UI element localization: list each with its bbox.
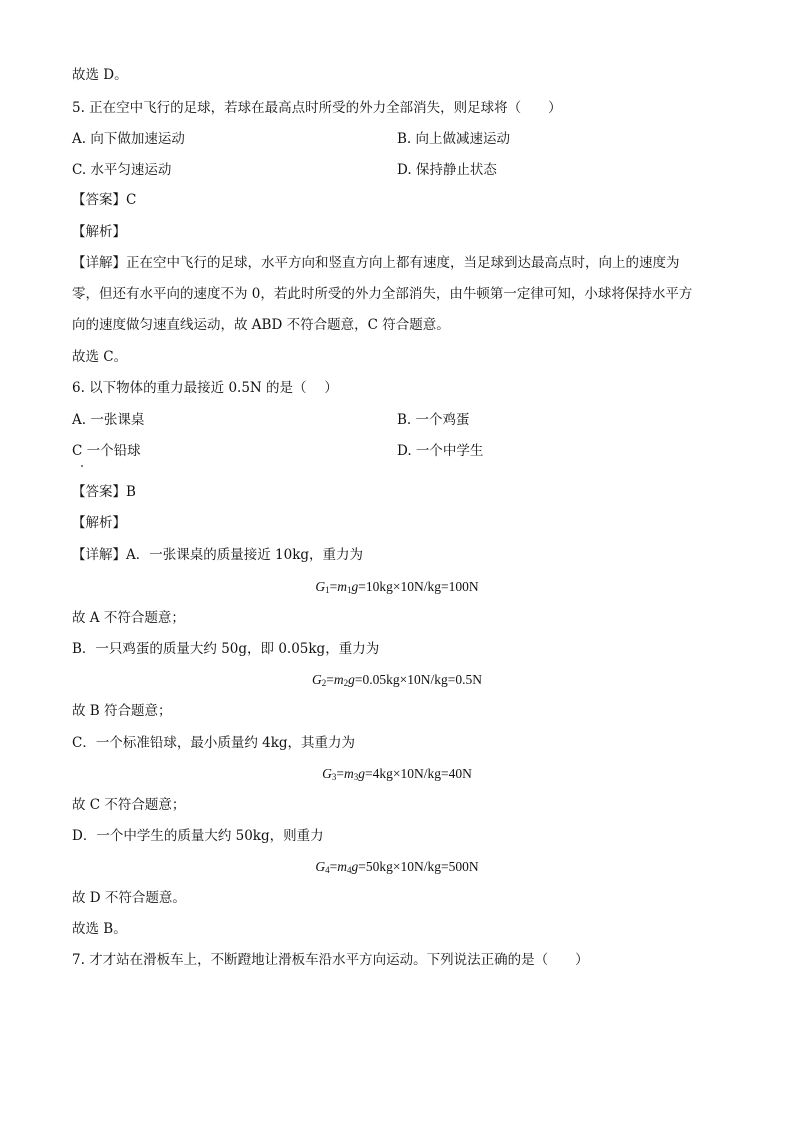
- question-6-option-c-verdict: 故 C 不符合题意；: [72, 797, 186, 813]
- formula-g3-text: $G_3=m_3g=4kg\times 10N/kg=40N$: [322, 766, 472, 782]
- question-6-detail-d: D．一个中学生的质量大约 50kg，则重力: [72, 828, 324, 844]
- question-6-conclusion: 故选 B。: [72, 921, 127, 937]
- question-6-option-b-verdict: 故 B 符合题意；: [72, 703, 172, 719]
- question-5-option-b: B. 向上做减速运动: [397, 131, 511, 147]
- question-6-detail-c: C．一个标准铅球，最小质量约 4kg，其重力为: [72, 735, 356, 751]
- question-6-option-d: D. 一个中学生: [397, 443, 484, 459]
- question-6-option-a: A. 一张课桌: [72, 412, 145, 428]
- question-6-analysis-heading: 【解析】: [72, 515, 126, 531]
- question-6-answer: 【答案】B: [72, 484, 136, 500]
- question-6-option-a-verdict: 故 A 不符合题意；: [72, 610, 185, 626]
- formula-g1: [0, 578, 794, 599]
- question-5-option-d: D. 保持静止状态: [397, 162, 497, 178]
- question-5-detail-line-2: 零，但还有水平向的速度不为 0，若此时所受的外力全部消失，由牛顿第一定律可知，小球将保持水平方: [72, 286, 693, 302]
- question-5-detail-line-1: 【详解】正在空中飞行的足球，水平方向和竖直方向上都有速度，当足球到达最高点时，向上的速度为: [72, 255, 680, 271]
- question-5-option-c: C. 水平匀速运动: [72, 162, 172, 178]
- question-5-stem: 5. 正在空中飞行的足球，若球在最高点时所受的外力全部消失，则足球将（ ）: [72, 100, 562, 116]
- question-5-detail-line-3: 向的速度做匀速直线运动，故 ABD 不符合题意，C 符合题意。: [72, 317, 450, 333]
- question-6-stem: 6. 以下物体的重力最接近 0.5N 的是（ ）: [72, 380, 338, 396]
- stray-dot-mark: [81, 465, 83, 467]
- question-6-option-d-verdict: 故 D 不符合题意。: [72, 890, 186, 906]
- question-6-option-c: C 一个铅球: [72, 443, 141, 459]
- formula-g1-text: $G_1=m_1g=10kg\times 10N/kg=100N$: [315, 579, 479, 595]
- question-6-option-b: B. 一个鸡蛋: [397, 412, 470, 428]
- question-5-analysis-heading: 【解析】: [72, 224, 126, 240]
- formula-g2: [0, 671, 794, 692]
- question-5-conclusion: 故选 C。: [72, 349, 128, 365]
- previous-answer-conclusion: 故选 D。: [72, 67, 128, 83]
- question-5-option-a: A. 向下做加速运动: [72, 131, 185, 147]
- formula-g4-text: $G_4=m_4g=50kg\times 10N/kg=500N$: [315, 859, 479, 875]
- question-6-detail-a: 【详解】A．一张课桌的质量接近 10kg，重力为: [72, 547, 364, 563]
- formula-g3: [0, 765, 794, 786]
- question-7-stem: 7. 才才站在滑板车上，不断蹬地让滑板车沿水平方向运动。下列说法正确的是（ ）: [72, 952, 589, 968]
- question-5-answer: 【答案】C: [72, 192, 137, 208]
- question-6-detail-b: B．一只鸡蛋的质量大约 50g，即 0.05kg，重力为: [72, 641, 380, 657]
- formula-g2-text: $G_2=m_2g=0.05kg\times 10N/kg=0.5N$: [312, 672, 482, 688]
- formula-g4: [0, 858, 794, 879]
